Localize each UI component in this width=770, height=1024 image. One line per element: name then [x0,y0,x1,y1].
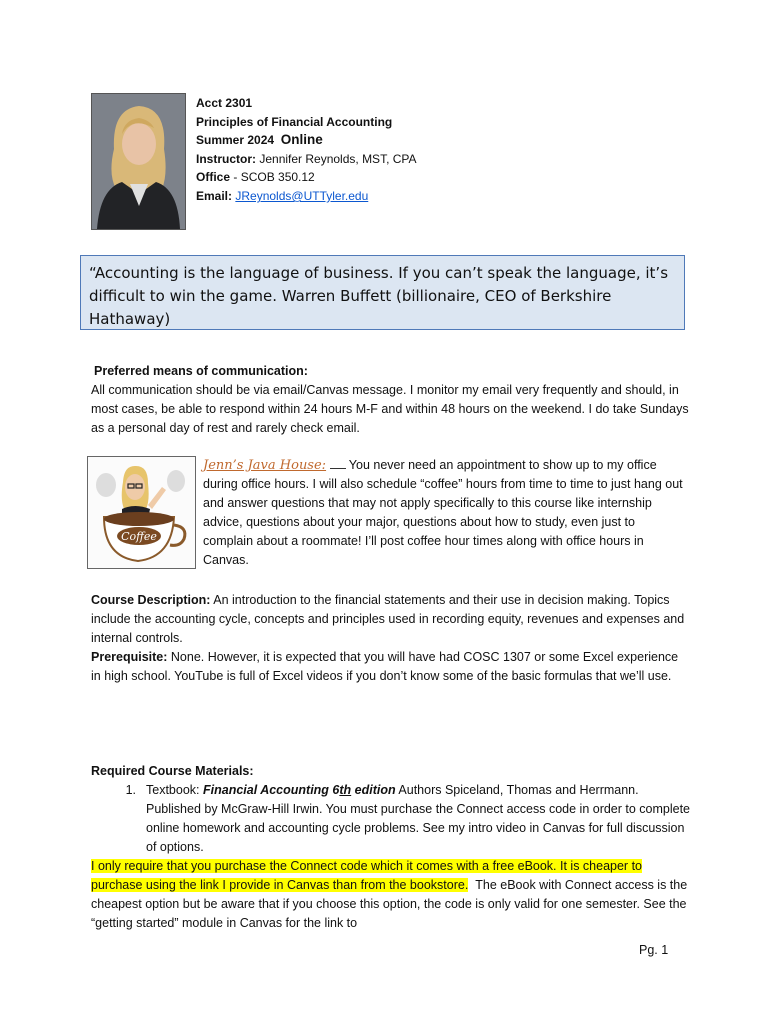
quote-text: “Accounting is the language of business. If you can’t speak the language, it’s difficult to win the game. Warren Buffett (billionaire, CEO of Berkshire Hathaway) [89,264,669,328]
course-name: Principles of Financial Accounting [196,114,393,129]
page-number: Pg. 1 [639,943,669,957]
textbook-edition: edition [351,783,396,797]
office-line [196,168,496,187]
course-description-body: An introduction to the financial statements and their use in decision making. Topics include the accounting cycle, concepts and principles used in recording equity, revenues and expenses and internal controls. [91,593,685,645]
coffee-bitmoji-image [87,456,196,569]
prerequisite [91,648,691,686]
textbook-item-text [146,781,691,857]
course-term: Summer 2024 [196,133,275,148]
course-description-label: Course Description: [91,593,211,607]
communication-section [91,362,691,438]
quote-box [80,255,685,330]
email-link[interactable]: JReynolds@UTTyler.edu [235,188,369,203]
email-label: Email: [196,188,233,203]
textbook-label: Textbook: [146,783,200,797]
prerequisite-body: None. However, it is expected that you will have had COSC 1307 or some Excel experience in high school. YouTube is full of Excel videos if you don’t know some of the basic formulas that we’ll use. [91,650,679,683]
course-header [196,94,496,206]
course-description-section [91,591,691,686]
materials-continuation: The eBook with Connect access is the cheapest option but be aware that if you choose this option, the code is only valid for one semester. See the “getting started” module in Canvas for the link to [91,878,688,930]
instructor-name: Jennifer Reynolds, MST, CPA [259,151,417,166]
course-mode: Online [280,132,323,148]
java-house-title: Jenn’s Java House: [203,458,327,473]
course-description [91,591,691,648]
instructor-portrait [92,94,185,229]
instructor-label: Instructor: [196,151,256,166]
communication-body: All communication should be via email/Canvas message. I monitor my email very frequently and should, in most cases, be able to respond within 24 hours M-F and within 48 hours on the weekend. I do take Sundays as a personal day of rest and rarely check email. [91,383,689,435]
office-label: Office [196,170,231,185]
textbook-item-number: 1. [125,783,136,797]
coffee-cup-label: Coffee [121,530,157,543]
textbook-th: th [339,783,352,797]
required-materials-section [91,762,691,933]
instructor-line [196,150,496,169]
email-line [196,187,496,206]
materials-note [91,857,691,933]
java-house-section [203,456,688,570]
materials-heading: Required Course Materials: [91,764,254,778]
course-code: Acct 2301 [196,96,253,110]
textbook-title: Financial Accounting 6 [203,783,340,797]
coffee-cup-illustration [88,457,195,568]
prerequisite-label: Prerequisite: [91,650,168,664]
office-location: - SCOB 350.12 [233,170,315,185]
instructor-photo [91,93,186,230]
java-house-body: You never need an appointment to show up to my office during office hours. I will also schedule “coffee” hours from time to time to just hang out and answer questions that may not apply specifically to this course like internship advice, questions about your major, questions about how to study, even just to complain about a roommate! I’ll post coffee hour times along with office hours in Canvas. [203,458,683,567]
highlighted-note: I only require that you purchase the Connect code which it comes with a free eBook. It is cheaper to purchase using the link I provide in Canvas than from the bookstore. [91,859,642,892]
textbook-details: Authors Spiceland, Thomas and Herrmann. Published by McGraw-Hill Irwin. You must purchase the Connect access code in order to complete online homework and accounting cycle problems. See my intro video in Canvas for full discussion of options. [146,783,691,854]
course-term-line [196,131,496,150]
textbook-item [91,781,691,857]
communication-heading: Preferred means of communication: [94,364,308,378]
